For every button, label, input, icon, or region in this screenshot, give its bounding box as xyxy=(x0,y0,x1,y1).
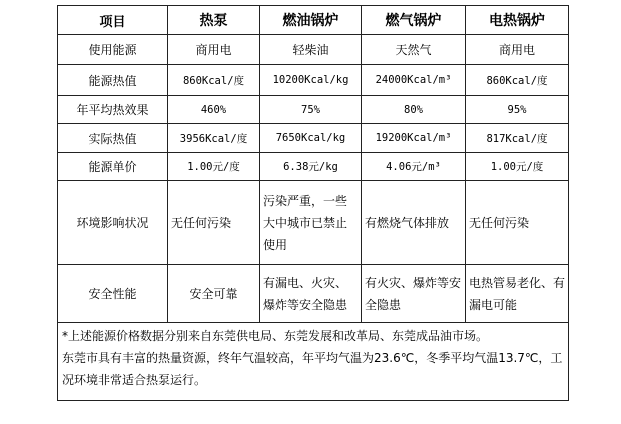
header-cell-gas-boiler: 燃气锅炉 xyxy=(362,6,466,35)
table-row xyxy=(58,35,569,65)
table-cell: 无任何污染 xyxy=(168,181,260,265)
table-cell: 安全可靠 xyxy=(168,265,260,323)
row-label: 环境影响状况 xyxy=(58,181,168,265)
table-cell: 75% xyxy=(260,96,362,124)
table-cell: 有漏电、火灾、爆炸等安全隐患 xyxy=(260,265,362,323)
table-cell: 商用电 xyxy=(466,35,569,65)
note-row xyxy=(58,323,569,401)
comparison-table-container xyxy=(57,5,568,419)
climate-note: 东莞市具有丰富的热量资源，终年气温较高，年平均气温为23.6℃，冬季平均气温13.7℃，工况环境非常适合热泵运行。 xyxy=(62,351,563,387)
table-row xyxy=(58,65,569,96)
table-cell: 天然气 xyxy=(362,35,466,65)
table-cell: 电热管易老化、有漏电可能 xyxy=(466,265,569,323)
header-cell-oil-boiler: 燃油锅炉 xyxy=(260,6,362,35)
table-row xyxy=(58,153,569,181)
table-cell: 10200Kcal/kg xyxy=(260,65,362,96)
table-cell: 商用电 xyxy=(168,35,260,65)
header-cell-item: 项目 xyxy=(58,6,168,35)
row-label: 使用能源 xyxy=(58,35,168,65)
table-row xyxy=(58,96,569,124)
table-cell: 有火灾、爆炸等安全隐患 xyxy=(362,265,466,323)
table-cell: 1.00元/度 xyxy=(168,153,260,181)
header-cell-electric-boiler: 电热锅炉 xyxy=(466,6,569,35)
row-label: 实际热值 xyxy=(58,124,168,153)
notes-cell xyxy=(58,323,569,401)
table-cell: 19200Kcal/m³ xyxy=(362,124,466,153)
table-cell: 7650Kcal/kg xyxy=(260,124,362,153)
table-row xyxy=(58,181,569,265)
comparison-table xyxy=(57,5,569,401)
table-row xyxy=(58,265,569,323)
table-cell: 1.00元/度 xyxy=(466,153,569,181)
footnote: *上述能源价格数据分别来自东莞供电局、东莞发展和改革局、东莞成品油市场。 xyxy=(62,329,489,343)
table-cell: 460% xyxy=(168,96,260,124)
row-label: 安全性能 xyxy=(58,265,168,323)
table-cell: 有燃烧气体排放 xyxy=(362,181,466,265)
header-row xyxy=(58,6,569,35)
table-cell: 3956Kcal/度 xyxy=(168,124,260,153)
table-cell: 轻柴油 xyxy=(260,35,362,65)
table-cell: 污染严重，一些大中城市已禁止使用 xyxy=(260,181,362,265)
table-row xyxy=(58,124,569,153)
table-cell: 4.06元/m³ xyxy=(362,153,466,181)
table-cell: 860Kcal/度 xyxy=(466,65,569,96)
row-label: 能源单价 xyxy=(58,153,168,181)
header-cell-heat-pump: 热泵 xyxy=(168,6,260,35)
row-label: 能源热值 xyxy=(58,65,168,96)
table-cell: 6.38元/kg xyxy=(260,153,362,181)
table-cell: 无任何污染 xyxy=(466,181,569,265)
table-cell: 95% xyxy=(466,96,569,124)
table-cell: 80% xyxy=(362,96,466,124)
table-cell: 24000Kcal/m³ xyxy=(362,65,466,96)
row-label: 年平均热效果 xyxy=(58,96,168,124)
table-cell: 860Kcal/度 xyxy=(168,65,260,96)
table-cell: 817Kcal/度 xyxy=(466,124,569,153)
